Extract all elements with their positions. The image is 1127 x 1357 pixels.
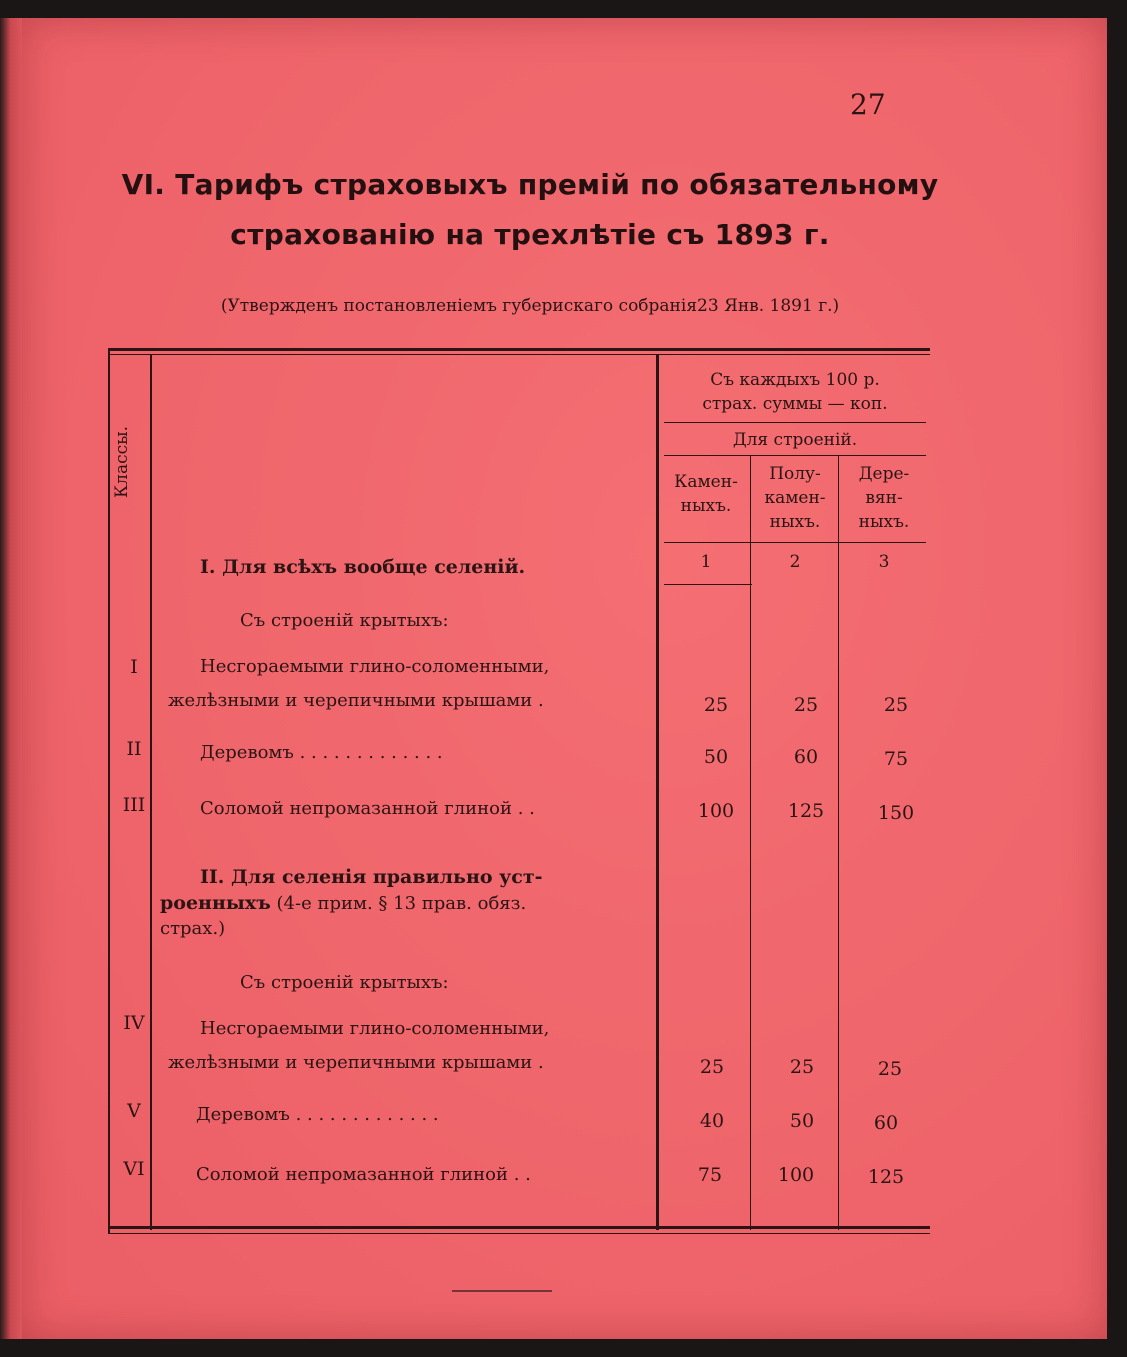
header-rule-2	[664, 455, 926, 456]
row-roman-III: III	[122, 794, 146, 816]
col-num-2: 2	[789, 552, 801, 572]
col-num-3: 3	[878, 552, 890, 572]
row-IV-val-1: 25	[699, 1056, 725, 1078]
header-rule-1	[664, 422, 926, 423]
section2-title-line1: II. Для селенія правильно уст-	[200, 866, 543, 888]
row-VI-val-3: 125	[867, 1166, 905, 1188]
title-line-1: VI. Тарифъ страховыхъ премій по обязательному	[121, 168, 939, 201]
row-VI-val-2: 100	[777, 1164, 815, 1186]
row-I-val-2: 25	[793, 694, 819, 716]
row-III-val-3: 150	[877, 802, 915, 824]
row-roman-I: I	[130, 656, 138, 678]
section2-title-note: (4-е прим. § 13 прав. обяз.	[270, 893, 527, 914]
section1-subtitle: Съ строеній крытыхъ:	[240, 610, 449, 631]
row-roman-II: II	[126, 738, 142, 760]
row-VI-desc: Соломой непромазанной глиной . .	[196, 1164, 531, 1185]
header-col-stone	[662, 470, 750, 518]
header-col-wood	[840, 462, 928, 534]
section2-title-bold: роенныхъ	[160, 892, 271, 914]
row-I-desc-line1: Несгораемыми глино-соломенными,	[200, 656, 550, 677]
table-bottom-rule	[108, 1226, 930, 1229]
row-I-val-1: 25	[703, 694, 729, 716]
row-II-val-1: 50	[703, 746, 729, 768]
row-IV-val-2: 25	[789, 1056, 815, 1078]
header-col-semistone	[752, 462, 838, 534]
header-rule-4	[664, 584, 752, 585]
row-roman-V: V	[127, 1100, 141, 1122]
col3-line2: вян-	[865, 488, 903, 508]
header-per-100	[664, 368, 926, 416]
classes-label: Классы.	[112, 425, 132, 499]
row-II-val-2: 60	[793, 746, 819, 768]
row-V-desc: Деревомъ . . . . . . . . . . . . .	[196, 1104, 439, 1125]
col1-line2: ныхъ.	[680, 496, 732, 516]
row-III-desc: Соломой непромазанной глиной . .	[200, 798, 535, 819]
table-bottom-rule-2	[108, 1233, 930, 1234]
section1-title: I. Для всѣхъ вообще селеній.	[200, 556, 526, 578]
row-I-desc-line2: желѣзными и черепичными крышами .	[168, 690, 544, 711]
title-line-2: страхованію на трехлѣтіе съ 1893 г.	[230, 218, 830, 251]
page-title	[100, 160, 960, 260]
header-buildings: Для строеній.	[732, 430, 858, 450]
header-per-line2: страх. суммы — коп.	[702, 394, 888, 414]
row-IV-desc-line2: желѣзными и черепичными крышами .	[168, 1052, 544, 1073]
row-VI-val-1: 75	[697, 1164, 723, 1186]
col3-line1: Дере-	[858, 464, 910, 484]
subtitle: (Утвержденъ постановленіемъ губерискаго собранія23 Янв. 1891 г.)	[220, 296, 840, 316]
row-II-desc: Деревомъ . . . . . . . . . . . . .	[200, 742, 443, 763]
row-IV-val-3: 25	[877, 1058, 903, 1080]
row-V-val-2: 50	[789, 1110, 815, 1132]
row-I-val-3: 25	[883, 694, 909, 716]
section2-subtitle: Съ строеній крытыхъ:	[240, 972, 449, 993]
row-II-val-3: 75	[883, 748, 909, 770]
col2-line2: камен-	[764, 488, 826, 508]
header-rule-3	[664, 542, 926, 543]
col2-line3: ныхъ.	[769, 512, 821, 532]
row-V-val-3: 60	[873, 1112, 899, 1134]
row-III-val-1: 100	[697, 800, 735, 822]
col-num-1: 1	[700, 552, 712, 572]
row-IV-desc-line1: Несгораемыми глино-соломенными,	[200, 1018, 550, 1039]
row-roman-VI: VI	[123, 1158, 145, 1180]
values-column-rule	[656, 354, 659, 1230]
table-top-rule-2	[108, 354, 930, 355]
col2-line1: Полу-	[769, 464, 821, 484]
col1-line1: Камен-	[674, 472, 738, 492]
row-V-val-1: 40	[699, 1110, 725, 1132]
footer-dash	[452, 1290, 552, 1292]
header-per-line1: Съ каждыхъ 100 р.	[710, 370, 880, 390]
row-roman-IV: IV	[123, 1012, 145, 1034]
page-number: 27	[850, 88, 886, 121]
row-III-val-2: 125	[787, 800, 825, 822]
section2-title-line3: страх.)	[160, 918, 226, 939]
section2-title-line2	[160, 892, 526, 914]
col3-line3: ныхъ.	[858, 512, 910, 532]
table-top-rule	[108, 348, 930, 351]
